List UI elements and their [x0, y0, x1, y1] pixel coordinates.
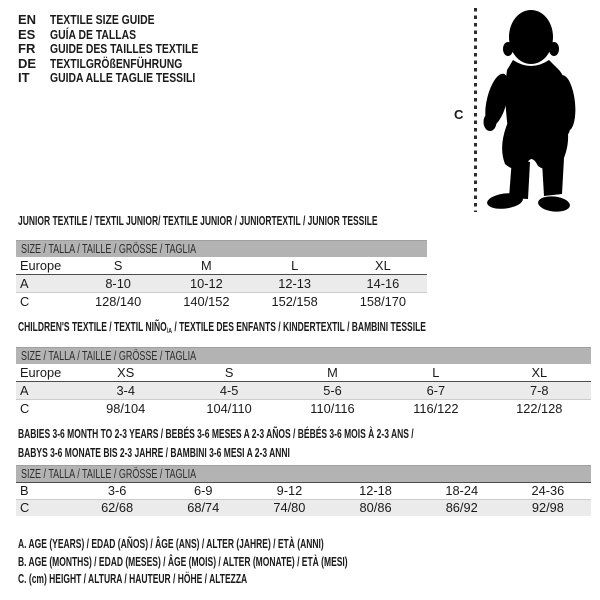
value-cell: 98/104	[74, 400, 177, 418]
table-row	[16, 275, 427, 293]
table-row	[16, 364, 591, 382]
table-row	[16, 293, 427, 311]
row-label-cell: A	[16, 275, 74, 293]
lang-title: TEXTILGRÖßENFÜHRUNG	[50, 55, 183, 71]
children-table-title-text	[18, 318, 426, 340]
language-title-list	[18, 13, 235, 86]
row-label-cell: Europe	[20, 365, 62, 380]
lang-row-en	[18, 13, 235, 28]
junior-table-title	[18, 212, 547, 231]
babies-title-line2: BABYS 3-6 MONATE BIS 2-3 JAHRE / BAMBINI 3-6 MESI A 2-3 ANNI	[18, 446, 290, 460]
lang-code: DE	[18, 55, 37, 71]
legend-line-b	[18, 554, 503, 572]
value-cell: 158/170	[339, 293, 427, 311]
height-dashed-line	[474, 8, 477, 212]
value-cell: 8-10	[74, 275, 162, 293]
lang-row-fr	[18, 42, 235, 57]
children-size-table	[16, 364, 591, 417]
value-cell: XL	[531, 365, 548, 380]
lang-code: IT	[18, 70, 30, 86]
value-cell: 10-12	[162, 275, 250, 293]
children-table	[16, 347, 591, 417]
junior-table-title-text: JUNIOR TEXTILE / TEXTIL JUNIOR/ TEXTILE JUNIOR / JUNIORTEXTIL / JUNIOR TESSILE	[18, 214, 378, 228]
children-title-post: / TEXTILE DES ENFANTS / KINDERTEXTIL / BAMBINI TESSILE	[172, 320, 426, 334]
value-cell: 110/116	[281, 400, 384, 418]
size-header-bar	[16, 240, 427, 257]
value-cell: 6-7	[384, 382, 487, 400]
size-header-bar	[16, 465, 591, 482]
value-cell: 7-8	[488, 382, 591, 400]
value-cell: 4-5	[177, 382, 280, 400]
children-title-pre: CHILDREN'S TEXTILE / TEXTIL NIÑO	[18, 320, 167, 334]
value-cell: S	[224, 365, 234, 380]
row-label-cell: B	[16, 483, 74, 500]
legend-line-a-text: A. AGE (YEARS) / EDAD (AÑOS) / ÂGE (ANS) / ALTER (JAHRE) / ETÀ (ANNI)	[18, 537, 324, 551]
value-cell: L	[432, 365, 440, 380]
value-cell: 62/68	[74, 500, 160, 517]
height-measure-label: C	[454, 107, 464, 122]
value-cell: 128/140	[74, 293, 162, 311]
value-cell: 68/74	[160, 500, 246, 517]
babies-table-title	[18, 425, 600, 463]
junior-size-table	[16, 257, 427, 310]
size-header-bar	[16, 347, 591, 364]
value-cell: 6-9	[160, 483, 246, 500]
table-row	[16, 500, 591, 517]
value-cell: 9-12	[246, 483, 332, 500]
table-row	[16, 483, 591, 500]
value-cell: 152/158	[251, 293, 339, 311]
value-cell: 12-13	[251, 275, 339, 293]
lang-row-es	[18, 28, 235, 43]
lang-code: ES	[18, 26, 36, 42]
children-table-title	[18, 318, 600, 340]
table-row	[16, 382, 591, 400]
value-cell: XL	[375, 258, 391, 273]
value-cell: 140/152	[162, 293, 250, 311]
row-label-cell: C	[16, 293, 74, 311]
junior-table	[16, 240, 427, 310]
lang-title: GUÍA DE TALLAS	[50, 26, 137, 42]
row-label-cell: C	[16, 400, 74, 418]
value-cell: 3-4	[74, 382, 177, 400]
value-cell: 116/122	[384, 400, 487, 418]
table-row	[16, 400, 591, 418]
value-cell: 24-36	[505, 483, 591, 500]
legend-line-b-text: B. AGE (MONTHS) / EDAD (MESES) / ÂGE (MOIS) / ALTER (MONATE) / ETÀ (MESI)	[18, 554, 348, 569]
value-cell: 14-16	[339, 275, 427, 293]
value-cell: 104/110	[177, 400, 280, 418]
value-cell: 80/86	[332, 500, 418, 517]
babies-table	[16, 465, 591, 516]
lang-title: GUIDE DES TAILLES TEXTILE	[50, 41, 199, 57]
babies-title-line1: BABIES 3-6 MONTH TO 2-3 YEARS / BEBÉS 3-6 MESES A 2-3 AÑOS / BÉBÉS 3-6 MOIS À 2-3 ANS /	[18, 427, 414, 441]
value-cell: S	[113, 258, 123, 273]
value-cell: 122/128	[488, 400, 591, 418]
legend-line-c-text: C. (cm) HEIGHT / ALTURA / HAUTEUR / HÖHE / ALTEZZA	[18, 572, 248, 586]
row-label-cell: Europe	[20, 258, 62, 273]
table-row	[16, 257, 427, 275]
value-cell: 86/92	[419, 500, 505, 517]
row-label-cell: C	[16, 500, 74, 517]
value-cell: M	[327, 365, 338, 380]
babies-size-table	[16, 482, 591, 516]
value-cell: L	[291, 258, 299, 273]
row-label-cell: A	[16, 382, 74, 400]
value-cell: 92/98	[505, 500, 591, 517]
lang-title: GUIDA ALLE TAGLIE TESSILI	[50, 70, 196, 86]
value-cell: 3-6	[74, 483, 160, 500]
toddler-silhouette-icon	[481, 6, 595, 212]
value-cell: M	[201, 258, 212, 273]
legend-line-a	[18, 536, 503, 554]
value-cell: 5-6	[281, 382, 384, 400]
size-header-text: SIZE / TALLA / TAILLE / GRÖSSE / TAGLIA	[21, 467, 197, 481]
lang-row-it	[18, 71, 235, 86]
lang-code: EN	[18, 12, 37, 27]
value-cell: XS	[117, 365, 135, 380]
measure-legend	[18, 536, 503, 589]
children-title-sub: /A	[166, 325, 173, 335]
size-header-text: SIZE / TALLA / TAILLE / GRÖSSE / TAGLIA	[21, 349, 197, 363]
lang-title: TEXTILE SIZE GUIDE	[50, 12, 155, 27]
value-cell: 12-18	[332, 483, 418, 500]
size-header-text: SIZE / TALLA / TAILLE / GRÖSSE / TAGLIA	[21, 242, 197, 256]
value-cell: 18-24	[419, 483, 505, 500]
legend-line-c	[18, 571, 503, 589]
lang-code: FR	[18, 41, 36, 57]
lang-row-de	[18, 57, 235, 72]
value-cell: 74/80	[246, 500, 332, 517]
